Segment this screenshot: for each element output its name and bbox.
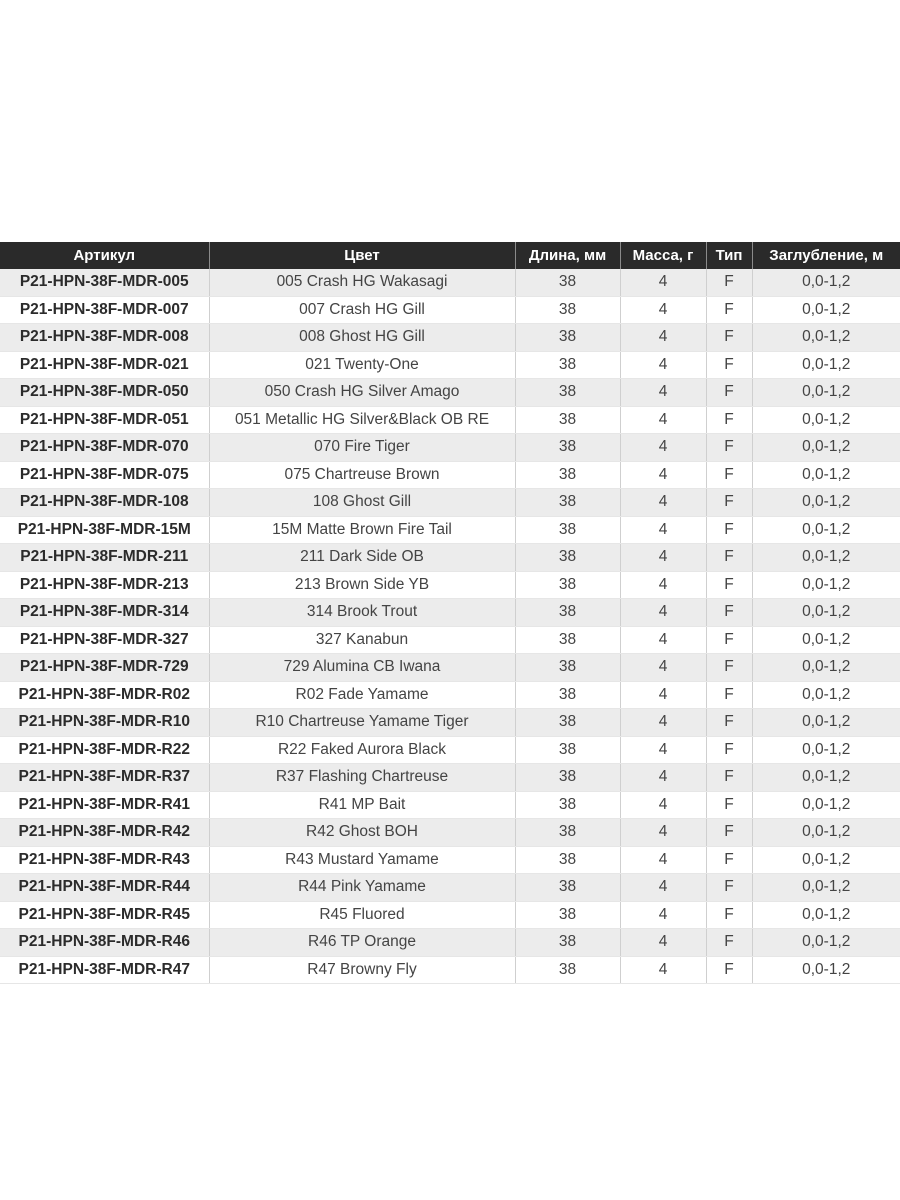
sku-cell: P21-HPN-38F-MDR-R44 bbox=[0, 874, 209, 902]
table-row bbox=[0, 901, 900, 929]
weight-cell: 4 bbox=[620, 736, 706, 764]
table-row bbox=[0, 709, 900, 737]
table-row bbox=[0, 929, 900, 957]
length-cell: 38 bbox=[515, 901, 620, 929]
sku-cell: P21-HPN-38F-MDR-213 bbox=[0, 571, 209, 599]
column-header-length: Длина, мм bbox=[515, 242, 620, 269]
length-cell: 38 bbox=[515, 791, 620, 819]
length-cell: 38 bbox=[515, 434, 620, 462]
depth-cell: 0,0-1,2 bbox=[752, 791, 900, 819]
weight-cell: 4 bbox=[620, 434, 706, 462]
sku-cell: P21-HPN-38F-MDR-R22 bbox=[0, 736, 209, 764]
length-cell: 38 bbox=[515, 709, 620, 737]
weight-cell: 4 bbox=[620, 351, 706, 379]
color-cell: R47 Browny Fly bbox=[209, 956, 515, 984]
color-cell: 007 Crash HG Gill bbox=[209, 296, 515, 324]
length-cell: 38 bbox=[515, 324, 620, 352]
table-row bbox=[0, 434, 900, 462]
length-cell: 38 bbox=[515, 406, 620, 434]
type-cell: F bbox=[706, 269, 752, 296]
color-cell: R42 Ghost BOH bbox=[209, 819, 515, 847]
table-body bbox=[0, 269, 900, 984]
table-row bbox=[0, 956, 900, 984]
weight-cell: 4 bbox=[620, 516, 706, 544]
depth-cell: 0,0-1,2 bbox=[752, 516, 900, 544]
color-cell: 075 Chartreuse Brown bbox=[209, 461, 515, 489]
table-row bbox=[0, 379, 900, 407]
depth-cell: 0,0-1,2 bbox=[752, 324, 900, 352]
sku-cell: P21-HPN-38F-MDR-005 bbox=[0, 269, 209, 296]
length-cell: 38 bbox=[515, 461, 620, 489]
weight-cell: 4 bbox=[620, 571, 706, 599]
length-cell: 38 bbox=[515, 489, 620, 517]
depth-cell: 0,0-1,2 bbox=[752, 956, 900, 984]
length-cell: 38 bbox=[515, 351, 620, 379]
depth-cell: 0,0-1,2 bbox=[752, 461, 900, 489]
color-cell: R44 Pink Yamame bbox=[209, 874, 515, 902]
type-cell: F bbox=[706, 351, 752, 379]
depth-cell: 0,0-1,2 bbox=[752, 379, 900, 407]
type-cell: F bbox=[706, 626, 752, 654]
product-spec-table-container bbox=[0, 242, 900, 984]
sku-cell: P21-HPN-38F-MDR-R41 bbox=[0, 791, 209, 819]
weight-cell: 4 bbox=[620, 791, 706, 819]
length-cell: 38 bbox=[515, 819, 620, 847]
sku-cell: P21-HPN-38F-MDR-108 bbox=[0, 489, 209, 517]
type-cell: F bbox=[706, 874, 752, 902]
depth-cell: 0,0-1,2 bbox=[752, 489, 900, 517]
depth-cell: 0,0-1,2 bbox=[752, 929, 900, 957]
type-cell: F bbox=[706, 599, 752, 627]
length-cell: 38 bbox=[515, 654, 620, 682]
color-cell: 108 Ghost Gill bbox=[209, 489, 515, 517]
sku-cell: P21-HPN-38F-MDR-070 bbox=[0, 434, 209, 462]
length-cell: 38 bbox=[515, 296, 620, 324]
table-header bbox=[0, 242, 900, 269]
color-cell: 070 Fire Tiger bbox=[209, 434, 515, 462]
color-cell: R10 Chartreuse Yamame Tiger bbox=[209, 709, 515, 737]
color-cell: 213 Brown Side YB bbox=[209, 571, 515, 599]
table-row bbox=[0, 296, 900, 324]
weight-cell: 4 bbox=[620, 874, 706, 902]
column-header-type: Тип bbox=[706, 242, 752, 269]
type-cell: F bbox=[706, 516, 752, 544]
table-row bbox=[0, 599, 900, 627]
table-row bbox=[0, 461, 900, 489]
length-cell: 38 bbox=[515, 929, 620, 957]
depth-cell: 0,0-1,2 bbox=[752, 681, 900, 709]
sku-cell: P21-HPN-38F-MDR-314 bbox=[0, 599, 209, 627]
depth-cell: 0,0-1,2 bbox=[752, 764, 900, 792]
type-cell: F bbox=[706, 379, 752, 407]
sku-cell: P21-HPN-38F-MDR-R02 bbox=[0, 681, 209, 709]
color-cell: R46 TP Orange bbox=[209, 929, 515, 957]
type-cell: F bbox=[706, 571, 752, 599]
color-cell: 211 Dark Side OB bbox=[209, 544, 515, 572]
color-cell: 050 Crash HG Silver Amago bbox=[209, 379, 515, 407]
sku-cell: P21-HPN-38F-MDR-729 bbox=[0, 654, 209, 682]
length-cell: 38 bbox=[515, 846, 620, 874]
color-cell: R41 MP Bait bbox=[209, 791, 515, 819]
table-row bbox=[0, 351, 900, 379]
column-header-weight: Масса, г bbox=[620, 242, 706, 269]
type-cell: F bbox=[706, 544, 752, 572]
column-header-color: Цвет bbox=[209, 242, 515, 269]
color-cell: R45 Fluored bbox=[209, 901, 515, 929]
table-row bbox=[0, 571, 900, 599]
type-cell: F bbox=[706, 791, 752, 819]
type-cell: F bbox=[706, 489, 752, 517]
table-row bbox=[0, 489, 900, 517]
depth-cell: 0,0-1,2 bbox=[752, 736, 900, 764]
sku-cell: P21-HPN-38F-MDR-15M bbox=[0, 516, 209, 544]
table-row bbox=[0, 681, 900, 709]
weight-cell: 4 bbox=[620, 929, 706, 957]
weight-cell: 4 bbox=[620, 819, 706, 847]
depth-cell: 0,0-1,2 bbox=[752, 434, 900, 462]
depth-cell: 0,0-1,2 bbox=[752, 626, 900, 654]
depth-cell: 0,0-1,2 bbox=[752, 599, 900, 627]
color-cell: 314 Brook Trout bbox=[209, 599, 515, 627]
color-cell: 15M Matte Brown Fire Tail bbox=[209, 516, 515, 544]
depth-cell: 0,0-1,2 bbox=[752, 846, 900, 874]
type-cell: F bbox=[706, 846, 752, 874]
sku-cell: P21-HPN-38F-MDR-R46 bbox=[0, 929, 209, 957]
weight-cell: 4 bbox=[620, 626, 706, 654]
table-row bbox=[0, 544, 900, 572]
depth-cell: 0,0-1,2 bbox=[752, 819, 900, 847]
table-row bbox=[0, 874, 900, 902]
type-cell: F bbox=[706, 819, 752, 847]
table-row bbox=[0, 846, 900, 874]
type-cell: F bbox=[706, 296, 752, 324]
depth-cell: 0,0-1,2 bbox=[752, 406, 900, 434]
weight-cell: 4 bbox=[620, 406, 706, 434]
sku-cell: P21-HPN-38F-MDR-211 bbox=[0, 544, 209, 572]
sku-cell: P21-HPN-38F-MDR-008 bbox=[0, 324, 209, 352]
length-cell: 38 bbox=[515, 626, 620, 654]
color-cell: R43 Mustard Yamame bbox=[209, 846, 515, 874]
table-row bbox=[0, 516, 900, 544]
depth-cell: 0,0-1,2 bbox=[752, 571, 900, 599]
table-row bbox=[0, 736, 900, 764]
length-cell: 38 bbox=[515, 681, 620, 709]
color-cell: 008 Ghost HG Gill bbox=[209, 324, 515, 352]
sku-cell: P21-HPN-38F-MDR-007 bbox=[0, 296, 209, 324]
depth-cell: 0,0-1,2 bbox=[752, 654, 900, 682]
depth-cell: 0,0-1,2 bbox=[752, 296, 900, 324]
weight-cell: 4 bbox=[620, 489, 706, 517]
weight-cell: 4 bbox=[620, 956, 706, 984]
color-cell: 051 Metallic HG Silver&Black OB RE bbox=[209, 406, 515, 434]
weight-cell: 4 bbox=[620, 379, 706, 407]
type-cell: F bbox=[706, 434, 752, 462]
type-cell: F bbox=[706, 929, 752, 957]
sku-cell: P21-HPN-38F-MDR-075 bbox=[0, 461, 209, 489]
sku-cell: P21-HPN-38F-MDR-R47 bbox=[0, 956, 209, 984]
length-cell: 38 bbox=[515, 379, 620, 407]
sku-cell: P21-HPN-38F-MDR-R43 bbox=[0, 846, 209, 874]
weight-cell: 4 bbox=[620, 296, 706, 324]
type-cell: F bbox=[706, 709, 752, 737]
weight-cell: 4 bbox=[620, 324, 706, 352]
length-cell: 38 bbox=[515, 516, 620, 544]
table-row bbox=[0, 269, 900, 296]
depth-cell: 0,0-1,2 bbox=[752, 901, 900, 929]
weight-cell: 4 bbox=[620, 846, 706, 874]
weight-cell: 4 bbox=[620, 461, 706, 489]
weight-cell: 4 bbox=[620, 901, 706, 929]
weight-cell: 4 bbox=[620, 681, 706, 709]
table-row bbox=[0, 819, 900, 847]
depth-cell: 0,0-1,2 bbox=[752, 709, 900, 737]
type-cell: F bbox=[706, 406, 752, 434]
type-cell: F bbox=[706, 736, 752, 764]
table-row bbox=[0, 406, 900, 434]
depth-cell: 0,0-1,2 bbox=[752, 544, 900, 572]
color-cell: 021 Twenty-One bbox=[209, 351, 515, 379]
length-cell: 38 bbox=[515, 571, 620, 599]
color-cell: 005 Crash HG Wakasagi bbox=[209, 269, 515, 296]
table-row bbox=[0, 764, 900, 792]
color-cell: R02 Fade Yamame bbox=[209, 681, 515, 709]
type-cell: F bbox=[706, 681, 752, 709]
color-cell: R22 Faked Aurora Black bbox=[209, 736, 515, 764]
color-cell: 327 Kanabun bbox=[209, 626, 515, 654]
type-cell: F bbox=[706, 901, 752, 929]
table-row bbox=[0, 654, 900, 682]
sku-cell: P21-HPN-38F-MDR-021 bbox=[0, 351, 209, 379]
depth-cell: 0,0-1,2 bbox=[752, 351, 900, 379]
type-cell: F bbox=[706, 654, 752, 682]
sku-cell: P21-HPN-38F-MDR-R42 bbox=[0, 819, 209, 847]
header-row bbox=[0, 242, 900, 269]
column-header-sku: Артикул bbox=[0, 242, 209, 269]
weight-cell: 4 bbox=[620, 599, 706, 627]
column-header-depth: Заглубление, м bbox=[752, 242, 900, 269]
weight-cell: 4 bbox=[620, 654, 706, 682]
sku-cell: P21-HPN-38F-MDR-R10 bbox=[0, 709, 209, 737]
depth-cell: 0,0-1,2 bbox=[752, 269, 900, 296]
length-cell: 38 bbox=[515, 874, 620, 902]
type-cell: F bbox=[706, 461, 752, 489]
sku-cell: P21-HPN-38F-MDR-327 bbox=[0, 626, 209, 654]
type-cell: F bbox=[706, 956, 752, 984]
depth-cell: 0,0-1,2 bbox=[752, 874, 900, 902]
type-cell: F bbox=[706, 764, 752, 792]
type-cell: F bbox=[706, 324, 752, 352]
color-cell: R37 Flashing Chartreuse bbox=[209, 764, 515, 792]
product-spec-table bbox=[0, 242, 900, 984]
length-cell: 38 bbox=[515, 544, 620, 572]
weight-cell: 4 bbox=[620, 709, 706, 737]
color-cell: 729 Alumina CB Iwana bbox=[209, 654, 515, 682]
length-cell: 38 bbox=[515, 956, 620, 984]
length-cell: 38 bbox=[515, 599, 620, 627]
length-cell: 38 bbox=[515, 764, 620, 792]
length-cell: 38 bbox=[515, 269, 620, 296]
table-row bbox=[0, 626, 900, 654]
sku-cell: P21-HPN-38F-MDR-050 bbox=[0, 379, 209, 407]
table-row bbox=[0, 324, 900, 352]
weight-cell: 4 bbox=[620, 764, 706, 792]
sku-cell: P21-HPN-38F-MDR-R37 bbox=[0, 764, 209, 792]
weight-cell: 4 bbox=[620, 269, 706, 296]
weight-cell: 4 bbox=[620, 544, 706, 572]
table-row bbox=[0, 791, 900, 819]
sku-cell: P21-HPN-38F-MDR-051 bbox=[0, 406, 209, 434]
length-cell: 38 bbox=[515, 736, 620, 764]
sku-cell: P21-HPN-38F-MDR-R45 bbox=[0, 901, 209, 929]
